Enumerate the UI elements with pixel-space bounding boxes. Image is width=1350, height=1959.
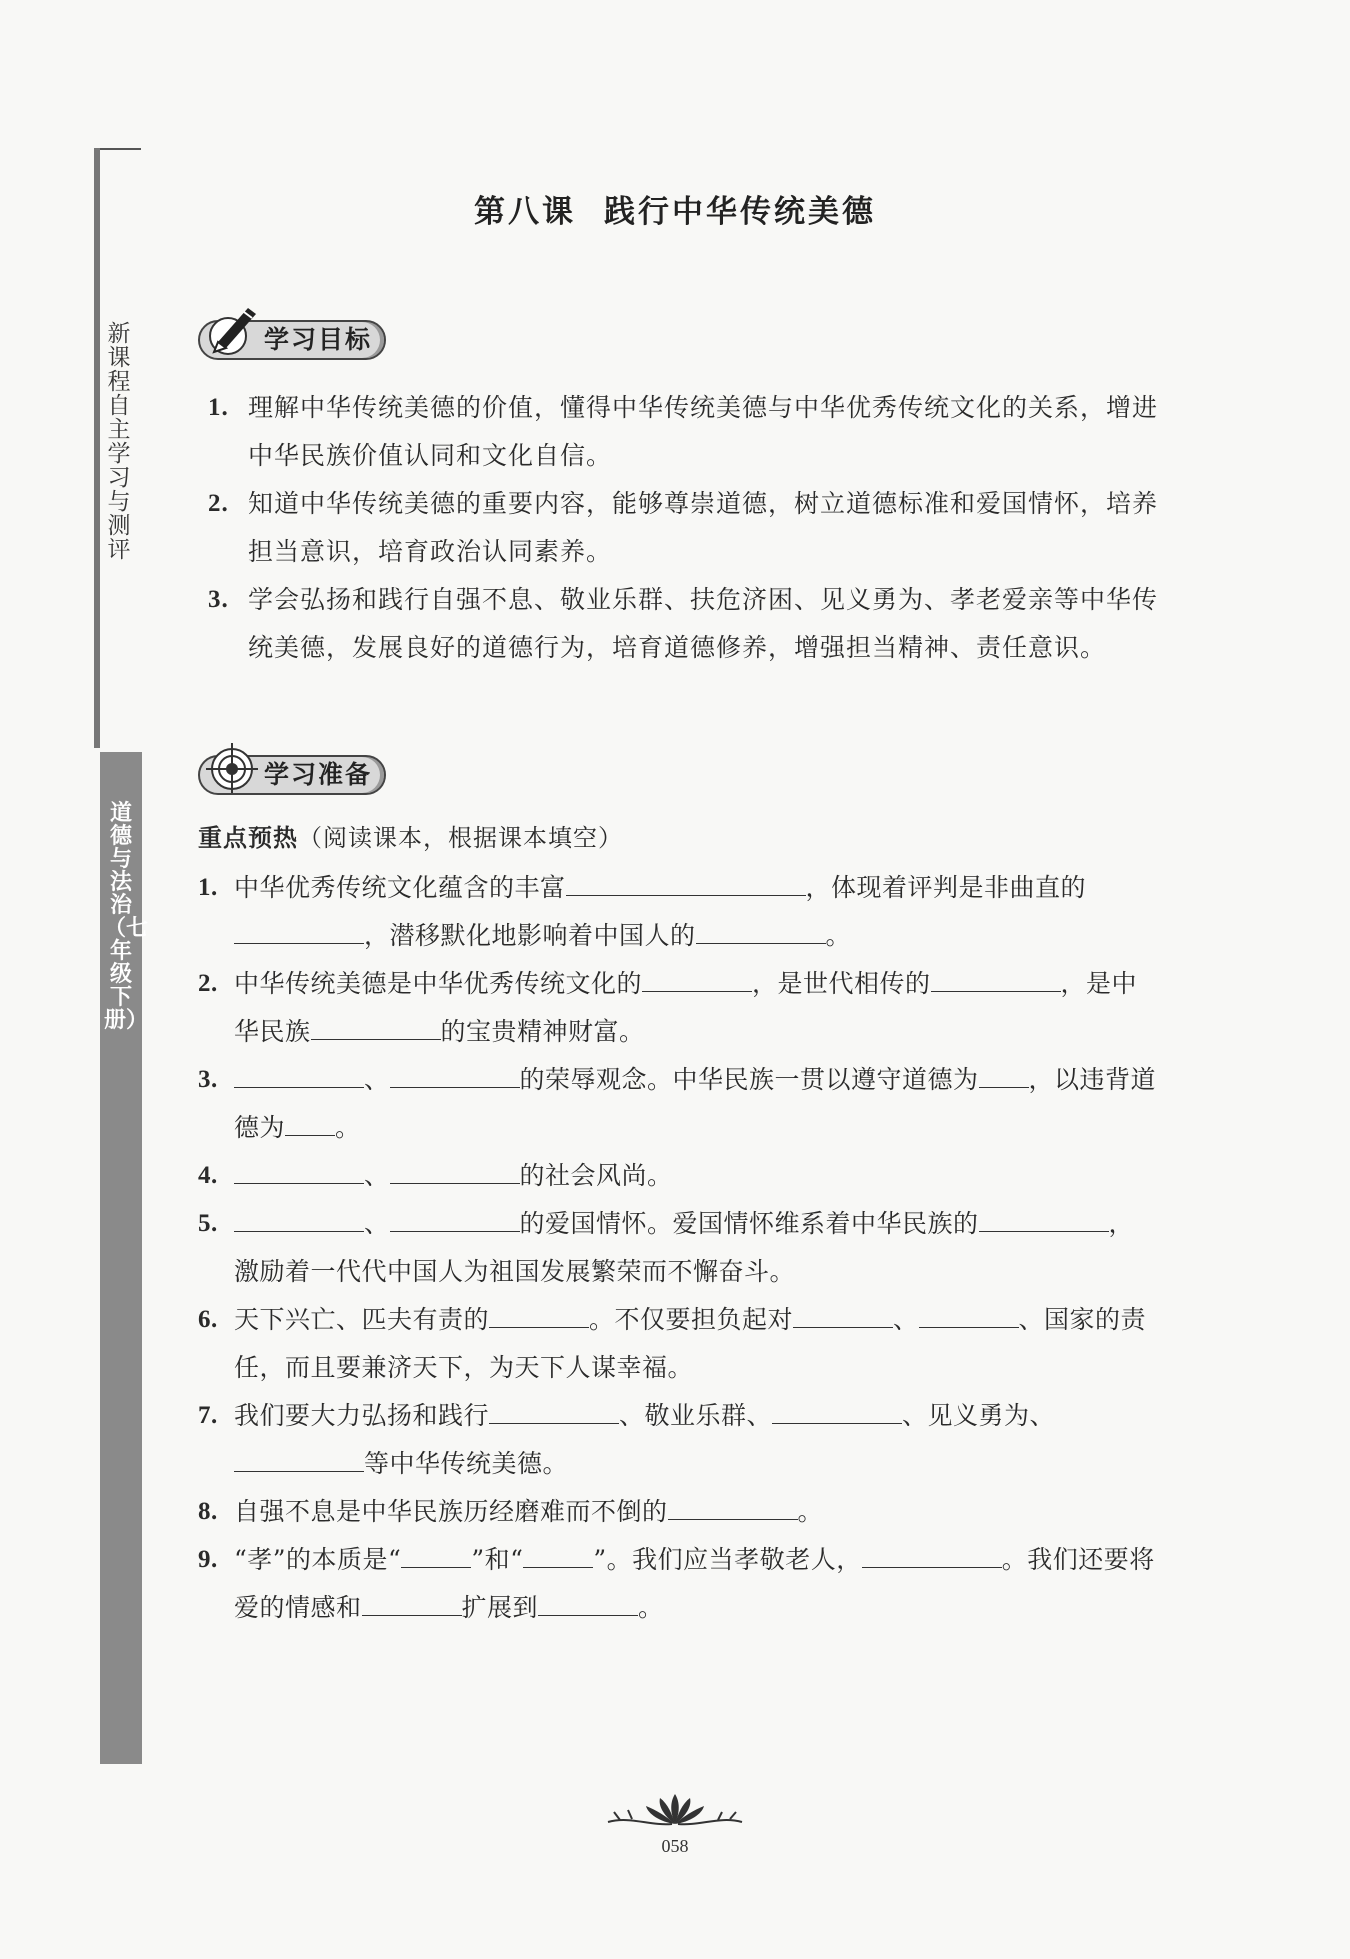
- goal-text: 理解中华传统美德的价值，懂得中华传统美德与中华优秀传统文化的关系，增进中华民族价值认同和文化自信。: [248, 393, 1159, 470]
- answer-blank[interactable]: [566, 867, 806, 896]
- answer-blank[interactable]: [538, 1587, 638, 1616]
- section-goals-heading: 学习目标: [264, 325, 373, 354]
- item-text: 。我们还要将爱的情感和: [234, 1545, 1155, 1622]
- item-text: 我们要大力弘扬和践行: [234, 1401, 490, 1430]
- item-number: 3.: [198, 1066, 218, 1093]
- item-number: 9.: [198, 1546, 218, 1573]
- item-text: 、: [364, 1161, 390, 1190]
- sidebar-top-label: 新课程自主学习与测评: [107, 321, 131, 563]
- item-text: 、国家的责任，而且要兼济天下，为天下人谋幸福。: [234, 1305, 1147, 1382]
- item-text: 的社会风尚。: [519, 1161, 673, 1190]
- item-text: 扩展到: [461, 1593, 539, 1622]
- goal-item: [208, 480, 1158, 576]
- fill-blank-item: [198, 1392, 1158, 1488]
- item-number: 2.: [198, 970, 218, 997]
- goal-item: [208, 384, 1158, 480]
- item-text: ，潜移默化地影响着中国人的: [364, 921, 696, 950]
- answer-blank[interactable]: [862, 1539, 1002, 1568]
- item-text: ”和“: [471, 1545, 524, 1574]
- goal-item: [208, 576, 1158, 672]
- answer-blank[interactable]: [523, 1539, 593, 1568]
- fill-blank-item: [198, 1056, 1158, 1152]
- item-text: 。: [638, 1593, 664, 1622]
- answer-blank[interactable]: [234, 915, 364, 944]
- answer-blank[interactable]: [489, 1395, 619, 1424]
- item-text: “孝”的本质是“: [234, 1545, 402, 1574]
- section-prep-header: [198, 755, 386, 795]
- item-text: 、: [364, 1209, 390, 1238]
- fill-blank-item: [198, 1488, 1158, 1536]
- item-text: ”。我们应当孝敬老人，: [593, 1545, 862, 1574]
- answer-blank[interactable]: [390, 1155, 520, 1184]
- lesson-number: 第八课: [474, 194, 576, 230]
- page-number: 058: [661, 1836, 689, 1856]
- section-prep-heading: 学习准备: [264, 760, 373, 789]
- goal-number: 3.: [208, 586, 229, 613]
- answer-blank[interactable]: [772, 1395, 902, 1424]
- goal-number: 1.: [208, 394, 229, 421]
- item-text: 自强不息是中华民族历经磨难而不倒的: [234, 1497, 668, 1526]
- fill-blank-item: [198, 1536, 1158, 1632]
- answer-blank[interactable]: [401, 1539, 471, 1568]
- item-number: 6.: [198, 1306, 218, 1333]
- answer-blank[interactable]: [285, 1107, 335, 1136]
- lesson-title: 践行中华传统美德: [604, 194, 876, 230]
- answer-blank[interactable]: [696, 915, 826, 944]
- item-text: ，是中华民族: [234, 969, 1138, 1046]
- item-text: 、: [893, 1305, 919, 1334]
- item-text: 中华优秀传统文化蕴含的丰富: [234, 873, 566, 902]
- goal-number: 2.: [208, 490, 229, 517]
- answer-blank[interactable]: [642, 963, 752, 992]
- answer-blank[interactable]: [234, 1203, 364, 1232]
- fill-blank-item: [198, 1200, 1158, 1296]
- floral-ornament-icon: [600, 1792, 750, 1832]
- item-text: 、: [364, 1065, 390, 1094]
- subhead-note: （阅读课本，根据课本填空）: [298, 824, 623, 852]
- fill-blank-item: [198, 1152, 1158, 1200]
- item-text: 中华传统美德是中华优秀传统文化的: [234, 969, 643, 998]
- answer-blank[interactable]: [931, 963, 1061, 992]
- page-border-top: [95, 148, 141, 150]
- answer-blank[interactable]: [793, 1299, 893, 1328]
- answer-blank[interactable]: [234, 1443, 364, 1472]
- item-text: 等中华传统美德。: [364, 1449, 569, 1478]
- item-text: ，以违背道德为: [234, 1065, 1157, 1142]
- goals-list: [208, 384, 1158, 672]
- page-title: [0, 186, 1350, 231]
- item-text: 的荣辱观念。中华民族一贯以遵守道德为: [519, 1065, 979, 1094]
- answer-blank[interactable]: [979, 1059, 1029, 1088]
- pen-icon: [204, 298, 264, 358]
- answer-blank[interactable]: [919, 1299, 1019, 1328]
- item-text: 。不仅要担负起对: [589, 1305, 794, 1334]
- fill-blank-item: [198, 1296, 1158, 1392]
- goal-text: 知道中华传统美德的重要内容，能够尊崇道德，树立道德标准和爱国情怀，培养担当意识，培育政治认同素养。: [248, 489, 1159, 566]
- section-goals-pill: [198, 320, 386, 360]
- item-text: ，体现着评判是非曲直的: [805, 873, 1087, 902]
- answer-blank[interactable]: [311, 1011, 441, 1040]
- item-text: 。: [797, 1497, 824, 1526]
- item-text: 。: [825, 921, 852, 950]
- answer-blank[interactable]: [362, 1587, 462, 1616]
- item-text: 天下兴亡、匹夫有责的: [234, 1305, 490, 1334]
- answer-blank[interactable]: [489, 1299, 589, 1328]
- item-number: 1.: [198, 874, 218, 901]
- item-text: 、见义勇为、: [902, 1401, 1056, 1430]
- subhead-bold: 重点预热: [198, 824, 298, 852]
- answer-blank[interactable]: [234, 1155, 364, 1184]
- item-text: 的爱国情怀。爱国情怀维系着中华民族的: [519, 1209, 979, 1238]
- section-prep-pill: [198, 755, 386, 795]
- item-number: 7.: [198, 1402, 218, 1429]
- answer-blank[interactable]: [668, 1491, 798, 1520]
- item-number: 5.: [198, 1210, 218, 1237]
- target-icon: [204, 733, 264, 793]
- fill-blank-item: [198, 864, 1158, 960]
- item-number: 8.: [198, 1498, 218, 1525]
- subhead: [198, 818, 623, 853]
- answer-blank[interactable]: [234, 1059, 364, 1088]
- item-text: 的宝贵精神财富。: [440, 1017, 645, 1046]
- sidebar-bottom-label: 道德与法治（七年级下册）: [104, 801, 149, 1033]
- answer-blank[interactable]: [390, 1059, 520, 1088]
- sidebar-top-bar: [94, 148, 100, 748]
- item-text: ，激励着一代代中国人为祖国发展繁荣而不懈奋斗。: [234, 1209, 1135, 1286]
- item-text: 。: [335, 1113, 361, 1142]
- item-text: 、敬业乐群、: [619, 1401, 773, 1430]
- item-number: 4.: [198, 1162, 218, 1189]
- section-goals-header: [198, 320, 386, 360]
- goal-text: 学会弘扬和践行自强不息、敬业乐群、扶危济困、见义勇为、孝老爱亲等中华传统美德，发展良好的道德行为，培育道德修养，增强担当精神、责任意识。: [248, 585, 1159, 662]
- item-text: ，是世代相传的: [752, 969, 931, 998]
- fill-blank-item: [198, 960, 1158, 1056]
- answer-blank[interactable]: [979, 1203, 1109, 1232]
- answer-blank[interactable]: [390, 1203, 520, 1232]
- fill-blank-list: [198, 864, 1158, 1632]
